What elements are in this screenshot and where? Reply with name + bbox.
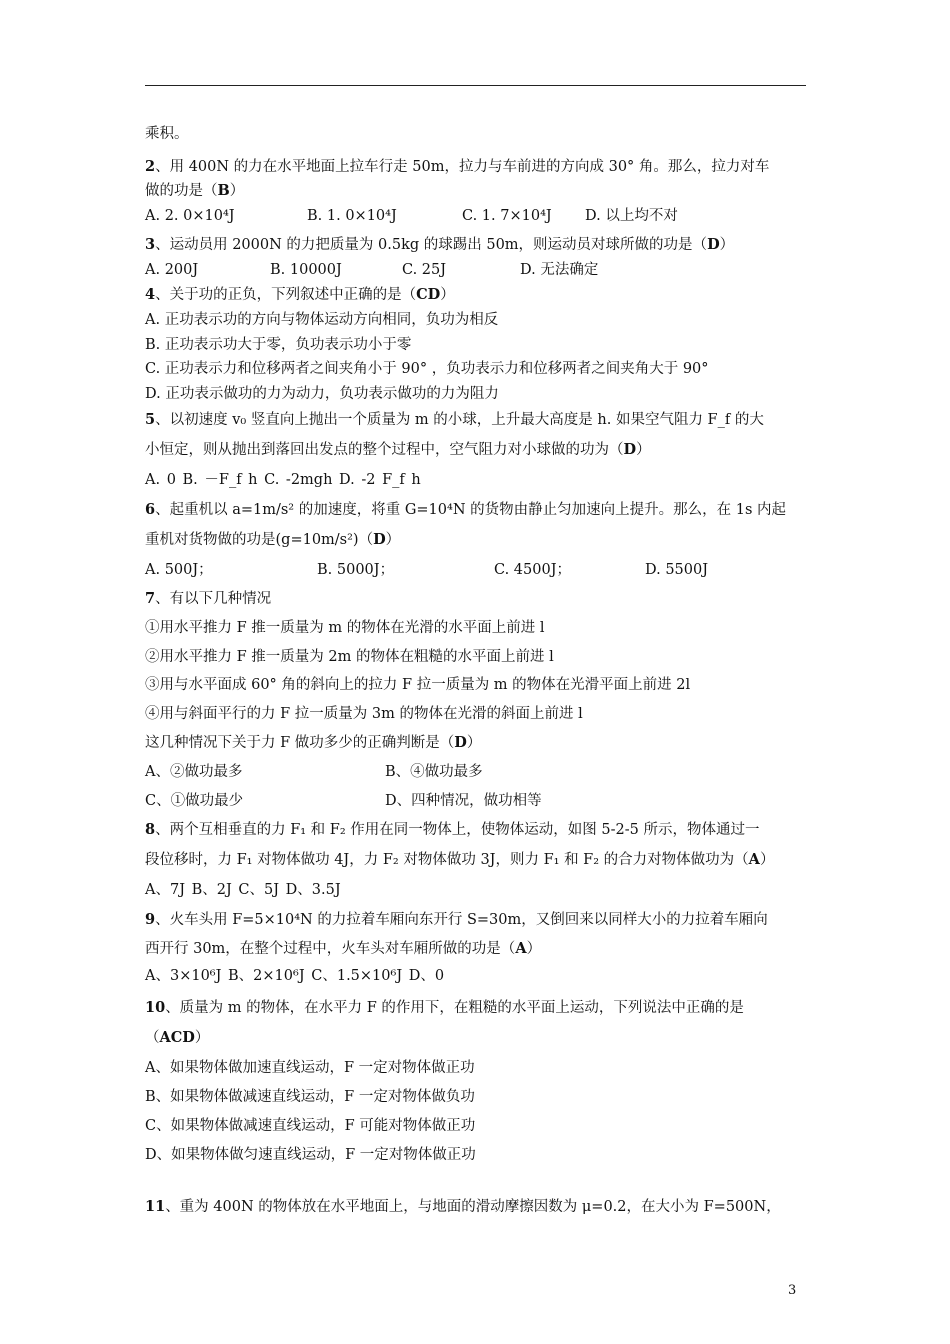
q8-options: A、7J B、2J C、5J D、3.5J bbox=[145, 882, 341, 898]
q6-option-a: A. 500J； bbox=[145, 562, 213, 578]
q2-line2 bbox=[145, 181, 244, 201]
q2-answer: B bbox=[217, 182, 230, 199]
q3-option-b: B. 10000J bbox=[270, 262, 342, 278]
q8-line1 bbox=[145, 820, 759, 840]
q2-number: 2 bbox=[145, 158, 156, 175]
q11-number: 11 bbox=[145, 1198, 166, 1215]
q10-line2 bbox=[145, 1028, 209, 1048]
q3-options bbox=[145, 260, 806, 280]
q6-line2 bbox=[145, 530, 400, 550]
q10-open: （ bbox=[145, 1030, 160, 1046]
q7-options-row2 bbox=[145, 791, 806, 811]
q8-text-2: 段位移时，力 F₁ 对物体做功 4J，力 F₂ 对物体做功 3J，则力 F₁ 和 F₂ 的合力对物体做功为（ bbox=[145, 852, 749, 868]
q8-line2 bbox=[145, 850, 774, 870]
q10-number: 10 bbox=[145, 999, 166, 1016]
q7-options-row1 bbox=[145, 762, 806, 782]
q4-text: 、关于功的正负，下列叙述中正确的是（ bbox=[155, 287, 417, 303]
q8-answer: A bbox=[748, 851, 760, 868]
q6-text: 、起重机以 a=1m/s² 的加速度，将重 G=10⁴N 的货物由静止匀加速向上提升。那么，在 1s 内起 bbox=[155, 502, 787, 518]
q7-item-4: ④用与斜面平行的力 F 拉一质量为 3m 的物体在光滑的斜面上前进 l bbox=[145, 706, 583, 722]
q9-line1 bbox=[145, 910, 768, 930]
q7-number: 7 bbox=[145, 590, 156, 607]
q7-line bbox=[145, 589, 271, 609]
q7-text: 、有以下几种情况 bbox=[155, 591, 272, 607]
q4-number: 4 bbox=[145, 286, 156, 303]
q3-option-a: A. 200J bbox=[145, 262, 199, 278]
q6-option-d: D. 5500J bbox=[645, 562, 709, 578]
q5-options: A. 0 B. －F_f h C. -2mgh D. -2 F_f h bbox=[145, 472, 421, 488]
q7-option-b: B、④做功最多 bbox=[385, 764, 483, 780]
q6-options bbox=[145, 560, 806, 580]
q7-question-text: 这几种情况下关于力 F 做功多少的正确判断是（ bbox=[145, 735, 455, 751]
q3-number: 3 bbox=[145, 236, 156, 253]
q4-option-d: D. 正功表示做功的力为动力，负功表示做功的力为阻力 bbox=[145, 386, 499, 402]
q3-option-c: C. 25J bbox=[402, 262, 447, 278]
q10-option-a: A、如果物体做加速直线运动，F 一定对物体做正功 bbox=[145, 1060, 475, 1076]
q4-option-a: A. 正功表示功的方向与物体运动方向相同，负功为相反 bbox=[145, 312, 499, 328]
q9-number: 9 bbox=[145, 911, 156, 928]
q5-answer: D bbox=[623, 441, 637, 458]
q7-item-2: ②用水平推力 F 推一质量为 2m 的物体在粗糙的水平面上前进 l bbox=[145, 649, 554, 665]
q10-line1 bbox=[145, 998, 744, 1018]
q6-answer: D bbox=[373, 531, 386, 548]
q8-number: 8 bbox=[145, 821, 156, 838]
q2-options bbox=[145, 206, 806, 226]
q11-text: 、重为 400N 的物体放在水平地面上，与地面的滑动摩擦因数为 μ=0.2，在大小为 F=500N， bbox=[165, 1199, 781, 1215]
q2-close: ） bbox=[229, 183, 245, 199]
q10-option-c: C、如果物体做减速直线运动，F 可能对物体做正功 bbox=[145, 1118, 476, 1134]
q4-answer: CD bbox=[416, 286, 441, 303]
q2-option-b: B. 1. 0×10⁴J bbox=[307, 208, 397, 224]
q3-answer: D bbox=[707, 236, 720, 253]
q3-option-d: D. 无法确定 bbox=[520, 262, 599, 278]
q10-close: ） bbox=[194, 1030, 210, 1046]
page-number: 3 bbox=[788, 1283, 797, 1298]
q3-close: ） bbox=[719, 237, 735, 253]
header-rule bbox=[145, 85, 806, 86]
q6-number: 6 bbox=[145, 501, 156, 518]
q2-text: 、用 400N 的力在水平地面上拉车行走 50m，拉力与车前进的方向成 30° 角。那么，拉力对车 bbox=[155, 159, 770, 175]
q7-item-1: ①用水平推力 F 推一质量为 m 的物体在光滑的水平面上前进 l bbox=[145, 620, 545, 636]
q7-item-3: ③用与水平面成 60° 角的斜向上的拉力 F 拉一质量为 m 的物体在光滑平面上前进 2l bbox=[145, 677, 691, 693]
q9-answer: A bbox=[515, 940, 527, 957]
q2-text-2: 做的功是（ bbox=[145, 183, 218, 199]
q6-option-b: B. 5000J； bbox=[317, 562, 395, 578]
q9-text-2: 西开行 30m，在整个过程中，火车头对车厢所做的功是（ bbox=[145, 941, 516, 957]
q5-line2 bbox=[145, 440, 651, 460]
q3-text: 、运动员用 2000N 的力把质量为 0.5kg 的球踢出 50m，则运动员对球所做的功是（ bbox=[155, 237, 708, 253]
q9-line2 bbox=[145, 939, 541, 959]
q5-close: ） bbox=[636, 442, 651, 458]
q2-option-c: C. 1. 7×10⁴J bbox=[462, 208, 552, 224]
q7-close: ） bbox=[466, 735, 482, 751]
q7-option-d: D、四种情况，做功相等 bbox=[385, 793, 542, 809]
q4-option-b: B. 正功表示功大于零，负功表示功小于零 bbox=[145, 337, 412, 353]
q6-text-2: 重机对货物做的功是(g=10m/s²)（ bbox=[145, 532, 374, 548]
q7-question bbox=[145, 733, 481, 753]
q9-close: ） bbox=[526, 941, 542, 957]
q7-option-a: A、②做功最多 bbox=[145, 764, 243, 780]
q5-text-2: 小恒定，则从抛出到落回出发点的整个过程中，空气阻力对小球做的功为（ bbox=[145, 442, 624, 458]
q2-option-d: D. 以上均不对 bbox=[585, 208, 678, 224]
q3-line bbox=[145, 235, 734, 255]
q6-close: ） bbox=[385, 532, 401, 548]
q4-line bbox=[145, 285, 455, 305]
q4-option-c: C. 正功表示力和位移两者之间夹角小于 90° ，负功表示力和位移两者之间夹角大于 90° bbox=[145, 361, 709, 377]
q8-text: 、两个互相垂直的力 F₁ 和 F₂ 作用在同一物体上，使物体运动，如图 5-2-5 所示，物体通过一 bbox=[155, 822, 760, 838]
q5-text: 、以初速度 v₀ 竖直向上抛出一个质量为 m 的小球，上升最大高度是 h. 如果空气阻力 F_f 的大 bbox=[155, 412, 764, 428]
q7-answer: D bbox=[454, 734, 467, 751]
q2-line1 bbox=[145, 157, 769, 177]
q5-number: 5 bbox=[145, 411, 156, 428]
q7-option-c: C、①做功最少 bbox=[145, 793, 244, 809]
q6-option-c: C. 4500J； bbox=[494, 562, 572, 578]
q9-options: A、3×10⁶J B、2×10⁶J C、1.5×10⁶J D、0 bbox=[145, 968, 445, 984]
q1-tail: 乘积。 bbox=[145, 126, 189, 142]
q9-text: 、火车头用 F=5×10⁴N 的力拉着车厢向东开行 S=30m，又倒回来以同样大小的力拉着车厢向 bbox=[155, 912, 768, 928]
q2-option-a: A. 2. 0×10⁴J bbox=[145, 208, 235, 224]
q10-text: 、质量为 m 的物体，在水平力 F 的作用下，在粗糙的水平面上运动，下列说法中正确的是 bbox=[165, 1000, 744, 1016]
q5-line1 bbox=[145, 410, 764, 430]
q10-answer: ACD bbox=[159, 1029, 195, 1046]
q6-line1 bbox=[145, 500, 786, 520]
q11-line bbox=[145, 1197, 781, 1217]
q4-close: ） bbox=[440, 287, 455, 303]
q10-option-d: D、如果物体做匀速直线运动，F 一定对物体做正功 bbox=[145, 1147, 476, 1163]
q8-close: ） bbox=[759, 852, 775, 868]
q10-option-b: B、如果物体做减速直线运动，F 一定对物体做负功 bbox=[145, 1089, 475, 1105]
